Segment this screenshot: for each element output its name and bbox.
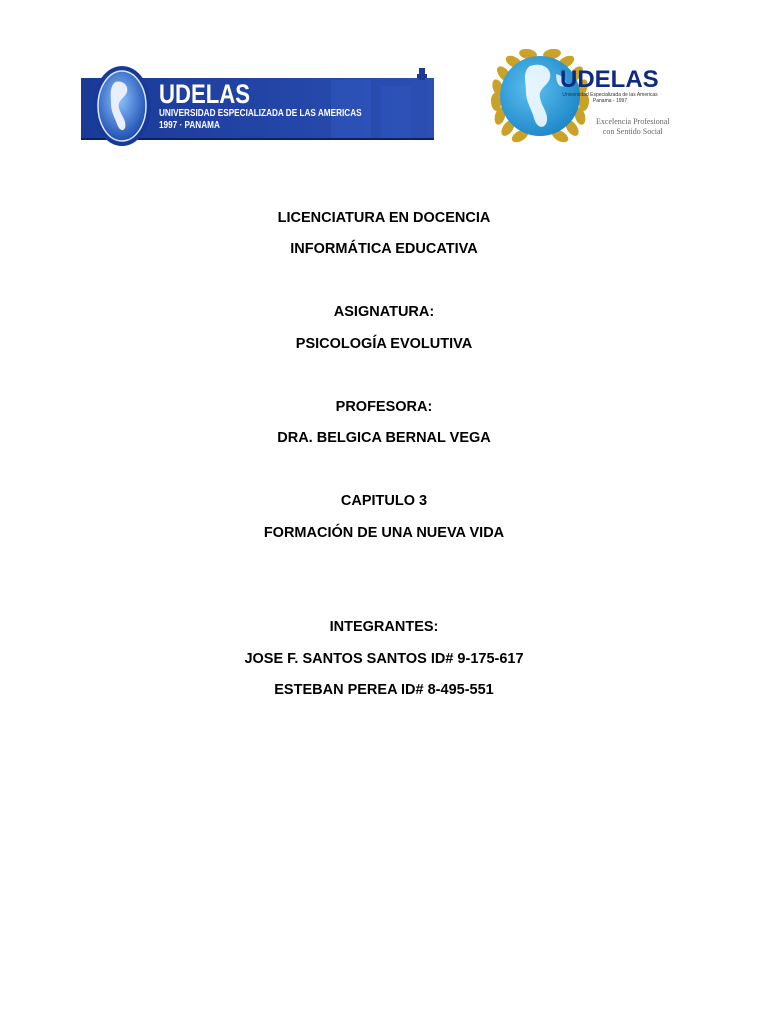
banner-text bbox=[159, 80, 406, 132]
seal-motto-line2: con Sentido Social bbox=[602, 127, 663, 136]
seal-motto-line1: Excelencia Profesional bbox=[596, 117, 670, 126]
member-item: ESTEBAN PEREA ID# 8-495-551 bbox=[274, 682, 494, 698]
seal-subtitle bbox=[560, 92, 660, 104]
program-title: LICENCIATURA EN DOCENCIA bbox=[277, 210, 491, 226]
member-item: JOSE F. SANTOS SANTOS ID# 9-175-617 bbox=[244, 651, 524, 667]
seal-motto bbox=[596, 117, 670, 137]
chapter-title: FORMACIÓN DE UNA NUEVA VIDA bbox=[263, 525, 505, 541]
udelas-banner-logo bbox=[81, 62, 434, 148]
banner-subtitle: UNIVERSIDAD ESPECIALIZADA DE LAS AMERICAS bbox=[159, 108, 362, 119]
subject-label: ASIGNATURA: bbox=[333, 304, 435, 320]
chapter-number: CAPITULO 3 bbox=[340, 493, 428, 509]
banner-year: 1997 · PANAMA bbox=[159, 120, 220, 131]
seal-subtitle-line1: Universidad Especializada de las Americas bbox=[562, 92, 658, 98]
seal-subtitle-line2: Panama - 1997 bbox=[592, 98, 628, 104]
udelas-seal-logo bbox=[486, 44, 672, 150]
seal-name: UDELAS bbox=[560, 66, 659, 93]
members-label: INTEGRANTES: bbox=[329, 619, 439, 635]
subject-name: PSICOLOGÍA EVOLUTIVA bbox=[295, 336, 473, 352]
banner-name: UDELAS bbox=[159, 79, 251, 109]
professor-name: DRA. BELGICA BERNAL VEGA bbox=[277, 430, 491, 446]
specialty-title: INFORMÁTICA EDUCATIVA bbox=[290, 241, 478, 257]
professor-label: PROFESORA: bbox=[335, 399, 433, 415]
